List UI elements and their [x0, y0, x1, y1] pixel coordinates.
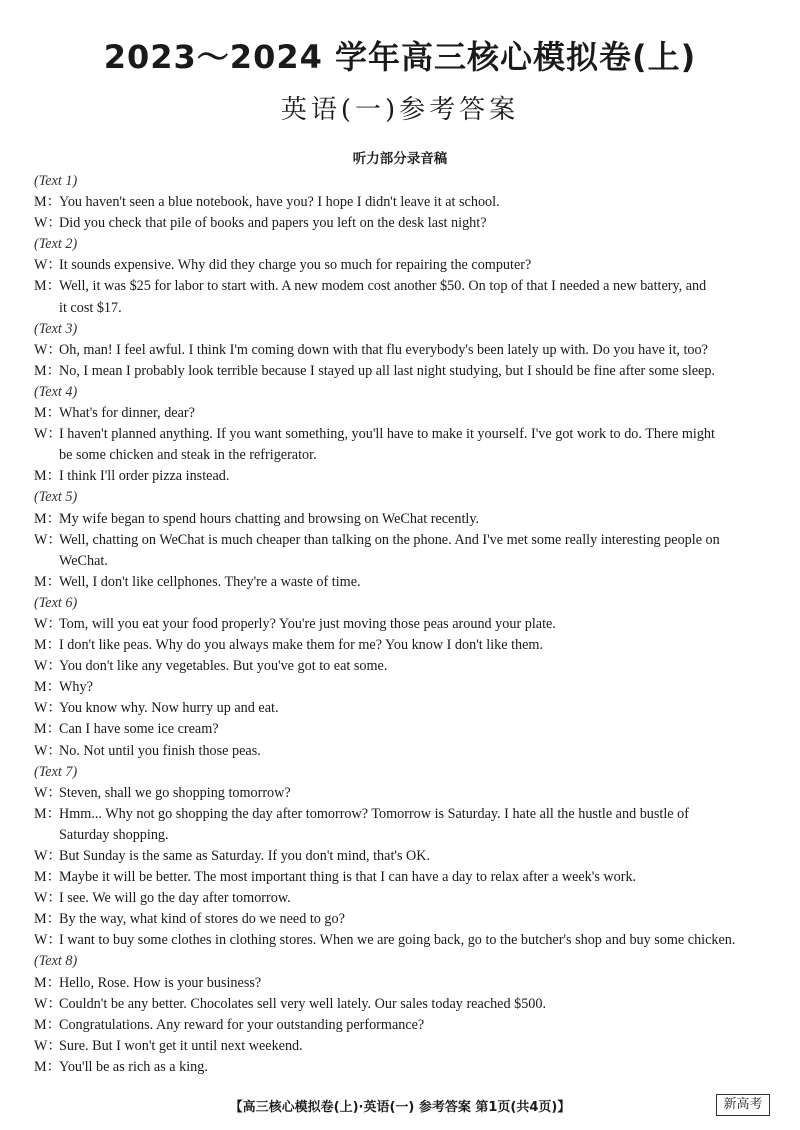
line-text: My wife began to spend hours chatting and browsing on WeChat recently. — [59, 510, 480, 527]
transcript-line — [34, 551, 774, 572]
speaker-label: M： — [34, 721, 61, 738]
text-header-label: (Text 7) — [34, 763, 78, 780]
transcript-line — [34, 846, 774, 867]
speaker-label: M： — [34, 468, 61, 485]
speaker-label: M： — [34, 362, 61, 379]
text-header-label: (Text 6) — [34, 594, 78, 611]
speaker-label: M： — [34, 805, 61, 822]
text-header — [34, 171, 774, 192]
speaker-label: W： — [34, 1037, 62, 1054]
speaker-label: W： — [34, 890, 62, 907]
text-header-label: (Text 4) — [34, 383, 78, 400]
line-text: No. Not until you finish those peas. — [59, 742, 261, 759]
transcript-line — [34, 741, 774, 762]
transcript-line — [34, 298, 774, 319]
line-text: Tom, will you eat your food properly? You're just moving those peas around your plate. — [59, 615, 556, 632]
transcript-line — [34, 530, 774, 551]
transcript-line — [34, 213, 774, 234]
speaker-label: W： — [34, 784, 62, 801]
transcript-line — [34, 572, 774, 593]
line-text: By the way, what kind of stores do we need to go? — [59, 911, 345, 928]
transcript-line — [34, 783, 774, 804]
transcript-line — [34, 1057, 774, 1078]
text-header — [34, 593, 774, 614]
speaker-label: M： — [34, 974, 61, 991]
transcript-line — [34, 804, 774, 825]
line-text: I want to buy some clothes in clothing stores. When we are going back, go to the butcher's shop and buy some chicken. — [59, 932, 736, 949]
transcript-line — [34, 466, 774, 487]
line-text: Couldn't be any better. Chocolates sell very well lately. Our sales today reached $500. — [59, 995, 547, 1012]
line-text: Maybe it will be better. The most important thing is that I can have a day to relax after a week's work. — [59, 869, 637, 886]
transcript-line — [34, 719, 774, 740]
transcript-line — [34, 909, 774, 930]
text-header — [34, 382, 774, 403]
transcript-line — [34, 614, 774, 635]
speaker-label: W： — [34, 426, 62, 443]
speaker-label: M： — [34, 911, 61, 928]
line-text: Hmm... Why not go shopping the day after tomorrow? Tomorrow is Saturday. I hate all the hustle and bustle of — [59, 805, 689, 822]
speaker-label: M： — [34, 1058, 61, 1075]
line-text: it cost $17. — [59, 299, 122, 316]
transcript-line — [34, 698, 774, 719]
transcript-line — [34, 1015, 774, 1036]
page-footer: 【高三核心模拟卷(上)·英语(一) 参考答案 第1页(共4页)】 — [229, 1100, 571, 1115]
transcript-line — [34, 361, 774, 382]
line-text: I don't like peas. Why do you always make them for me? You know I don't like them. — [59, 637, 543, 654]
transcript-line — [34, 424, 774, 445]
line-text: Sure. But I won't get it until next weekend. — [59, 1037, 303, 1054]
transcript-line — [34, 509, 774, 530]
transcript-line — [34, 973, 774, 994]
transcript-line — [34, 867, 774, 888]
speaker-label: W： — [34, 215, 62, 232]
speaker-label: M： — [34, 405, 61, 422]
line-text: No, I mean I probably look terrible because I stayed up all last night studying, but I should be fine after some sleep. — [59, 362, 715, 379]
line-text: Saturday shopping. — [59, 826, 169, 843]
speaker-label: W： — [34, 341, 62, 358]
transcript-line — [34, 255, 774, 276]
speaker-label: M： — [34, 869, 61, 886]
transcript-line — [34, 340, 774, 361]
text-header-label: (Text 2) — [34, 236, 78, 253]
text-header-label: (Text 8) — [34, 953, 78, 970]
transcript-line — [34, 403, 774, 424]
transcript-line — [34, 1036, 774, 1057]
text-header-label: (Text 3) — [34, 320, 78, 337]
text-header-label: (Text 1) — [34, 173, 78, 189]
speaker-label: M： — [34, 573, 61, 590]
speaker-label: M： — [34, 679, 61, 696]
text-header — [34, 234, 774, 255]
transcript-line — [34, 635, 774, 656]
line-text: Congratulations. Any reward for your outstanding performance? — [59, 1016, 425, 1033]
line-text: Steven, shall we go shopping tomorrow? — [59, 784, 291, 801]
line-text: You'll be as rich as a king. — [59, 1058, 208, 1075]
transcript — [34, 171, 774, 1078]
transcript-line — [34, 276, 774, 297]
line-text: You don't like any vegetables. But you've got to eat some. — [59, 658, 388, 675]
line-text: be some chicken and steak in the refrigerator. — [59, 447, 317, 464]
line-text: WeChat. — [59, 552, 108, 569]
line-text: You know why. Now hurry up and eat. — [59, 700, 279, 717]
line-text: Hello, Rose. How is your business? — [59, 974, 262, 991]
speaker-label: W： — [34, 257, 62, 274]
speaker-label: W： — [34, 700, 62, 717]
speaker-label: W： — [34, 658, 62, 675]
line-text: Did you check that pile of books and papers you left on the desk last night? — [59, 215, 487, 232]
speaker-label: M： — [34, 510, 61, 527]
line-text: I see. We will go the day after tomorrow. — [59, 890, 291, 907]
speaker-label: W： — [34, 615, 62, 632]
text-header — [34, 762, 774, 783]
line-text: What's for dinner, dear? — [59, 405, 195, 422]
transcript-line — [34, 930, 774, 951]
speaker-label: M： — [34, 278, 61, 295]
transcript-line — [34, 825, 774, 846]
section-heading: 听力部分录音稿 — [352, 151, 448, 167]
speaker-label: M： — [34, 194, 61, 211]
line-text: I think I'll order pizza instead. — [59, 468, 230, 485]
speaker-label: W： — [34, 932, 62, 949]
speaker-label: W： — [34, 742, 62, 759]
transcript-line — [34, 888, 774, 909]
text-header — [34, 951, 774, 972]
page-subtitle: 英语(一)参考答案 — [280, 95, 520, 125]
text-header-label: (Text 5) — [34, 489, 78, 506]
speaker-label: W： — [34, 848, 62, 864]
speaker-label: M： — [34, 637, 61, 654]
transcript-line — [34, 192, 774, 213]
text-header — [34, 319, 774, 340]
speaker-label: M： — [34, 1016, 61, 1033]
line-text: Well, chatting on WeChat is much cheaper than talking on the phone. And I've met some really interesting people on — [59, 531, 720, 548]
line-text: Well, I don't like cellphones. They're a waste of time. — [59, 573, 361, 590]
line-text: It sounds expensive. Why did they charge you so much for repairing the computer? — [59, 257, 532, 274]
line-text: Oh, man! I feel awful. I think I'm coming down with that flu everybody's been lately up with. Do you have it, too? — [59, 341, 708, 358]
speaker-label: W： — [34, 995, 62, 1012]
transcript-line — [34, 656, 774, 677]
line-text: I haven't planned anything. If you want something, you'll have to make it yourself. I've got work to do. There might — [59, 426, 715, 443]
transcript-line — [34, 445, 774, 466]
line-text: You haven't seen a blue notebook, have you? I hope I didn't leave it at school. — [59, 194, 500, 211]
edition-badge: 新高考 — [716, 1094, 770, 1116]
transcript-line — [34, 994, 774, 1015]
line-text: Why? — [59, 679, 93, 696]
transcript-line — [34, 677, 774, 698]
speaker-label: W： — [34, 531, 62, 548]
line-text: Can I have some ice cream? — [59, 721, 219, 738]
line-text: Well, it was $25 for labor to start with. A new modem cost another $50. On top of that I needed a new battery, and — [59, 278, 707, 295]
page-title: 2023～2024 学年高三核心模拟卷(上) — [103, 38, 697, 76]
text-header — [34, 487, 774, 508]
line-text: But Sunday is the same as Saturday. If you don't mind, that's OK. — [59, 848, 431, 864]
